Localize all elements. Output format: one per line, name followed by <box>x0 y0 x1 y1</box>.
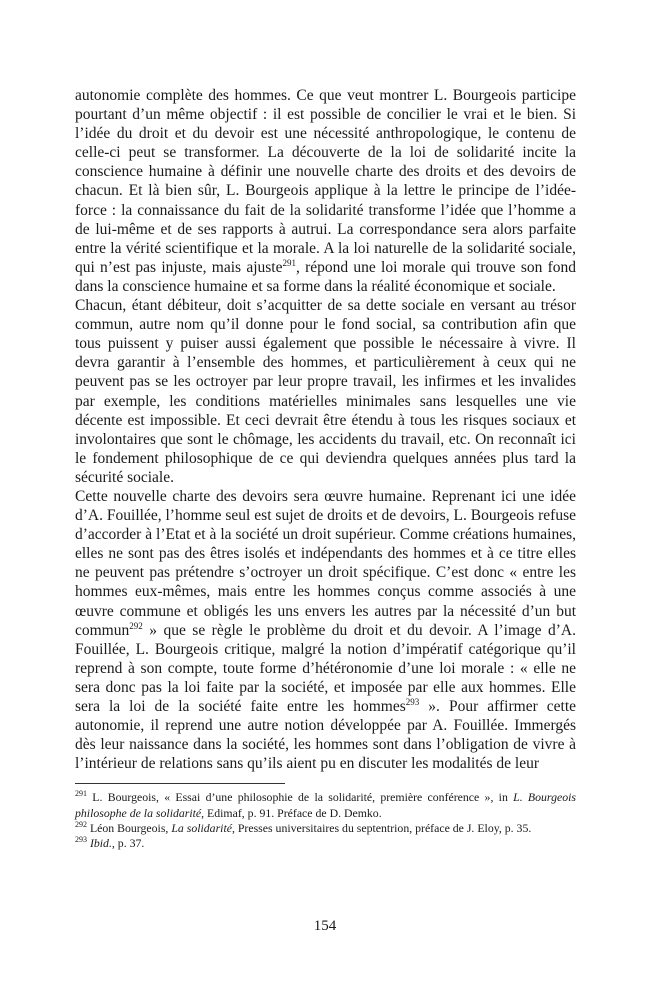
footnote-number: 291 <box>75 789 87 799</box>
paragraph-1-text-b: , répond une loi morale qui trouve son fond dans la conscience humaine et sa forme dans la réalité économique et sociale. <box>75 258 577 295</box>
footnote-text: p. 37. <box>114 835 145 850</box>
paragraph-3-text-b: » que se règle le problème du droit et du devoir. A l’image d’A. Fouillée, L. Bourgeois critique, malgré la notion d’impératif catégorique qu’il reprend à son compte, toute forme d’hétéronomie d’une loi morale : « elle ne sera donc pas la loi faite par la société, et imposée par elle aux hommes. Elle sera la loi de la société faite entre les hommes <box>75 621 576 715</box>
footnote-text: L. Bourgeois, « Essai d’une philosophie de la solidarité, première conférence », in <box>87 790 514 805</box>
footnote-text: , Presses universitaires du septentrion, préface de J. Eloy, p. 35. <box>231 820 532 835</box>
paragraph-2: Chacun, étant débiteur, doit s’acquitter de sa dette sociale en versant au trésor commun, autre nom qu’il donne pour le fond social, sa contribution afin que tous puissent y puiser aussi également que possible le nécessaire à vivre. Il devra garantir à l’ensemble des hommes, et particulièrement à ceux qui ne peuvent pas se les octroyer par leur propre travail, les infirmes et les invalides par exemple, les conditions matérielles minimales sans lesquelles une vie décente est impossible. Et ceci devrait être étendu à tous les risques sociaux et involontaires que sont le chômage, les accidents du travail, etc. On reconnaît ici le fondement philosophique de ce qui deviendra quelques années plus tard la sécurité sociale. <box>75 297 576 486</box>
footnote-title: La solidarité <box>171 820 232 835</box>
footnote-text: Léon Bourgeois, <box>87 820 172 835</box>
paragraph-1 <box>75 86 576 296</box>
footnote-ref-292[interactable]: 292 <box>129 620 143 631</box>
paragraph-1-text-a: autonomie complète des hommes. Ce que veut montrer L. Bourgeois participe pourtant d’un même objectif : il est possible de concilier le vrai et le bien. Si l’idée du droit et du devoir est une nécessité anthropologique, le contenu de celle-ci peut se transformer. La découverte de la loi de solidarité incite la conscience humaine à définir une nouvelle charte des droits et des devoirs de chacun. Et là bien sûr, L. Bourgeois applique à la lettre le principe de l’idée-force : la connaissance du fait de la solidarité transforme l’idée que l’homme a de lui-même et de ses rapports à autrui. La correspondance sera alors parfaite entre la vérité scientifique et la morale. A la loi naturelle de la solidarité sociale, qui n’est pas injuste, mais ajuste <box>75 87 576 276</box>
footnote-title: Ibid., <box>89 835 115 850</box>
footnote-divider <box>75 783 285 784</box>
page-number: 154 <box>313 918 337 934</box>
page-content <box>75 86 576 851</box>
footnote-293 <box>75 836 576 851</box>
footnote-number: 293 <box>75 835 87 845</box>
paragraph-3-text-c: ». Pour affirmer cette autonomie, il reprend une autre notion développée par A. Fouillée. Immergés dès leur naissance dans la société, les hommes sont dans l’obligation de vivre à l’intérieur de relations sans qu’ils aient pu en discuter les modalités de leur <box>75 698 577 773</box>
body-text <box>75 86 576 773</box>
footnote-291 <box>75 790 576 820</box>
footnote-number: 292 <box>75 819 87 829</box>
paragraph-3 <box>75 487 576 773</box>
footnotes <box>75 790 576 851</box>
footnote-title: L. Bourgeois philosophe de la solidarité <box>75 790 576 820</box>
footnote-text: , Edimaf, p. 91. Préface de D. Demko. <box>201 805 382 820</box>
paragraph-3-text-a: Cette nouvelle charte des devoirs sera œuvre humaine. Reprenant ici une idée d’A. Fouillée, l’homme seul est sujet de droits et de devoirs, L. Bourgeois refuse d’accorder à l’Etat et à la société un droit supérieur. Comme créations humaines, elles ne sont pas des êtres isolés et indépendants des hommes et à ce titre elles ne peuvent pas prétendre s’octroyer un droit spécifique. C’est donc « entre les hommes eux-mêmes, mais entre les hommes conçus comme associés à une œuvre commune et obligés les uns envers les autres par la nécessité d’un but commun <box>75 487 576 639</box>
footnote-ref-291[interactable]: 291 <box>282 257 296 268</box>
footnote-ref-293[interactable]: 293 <box>405 696 420 707</box>
footnote-292 <box>75 821 576 836</box>
